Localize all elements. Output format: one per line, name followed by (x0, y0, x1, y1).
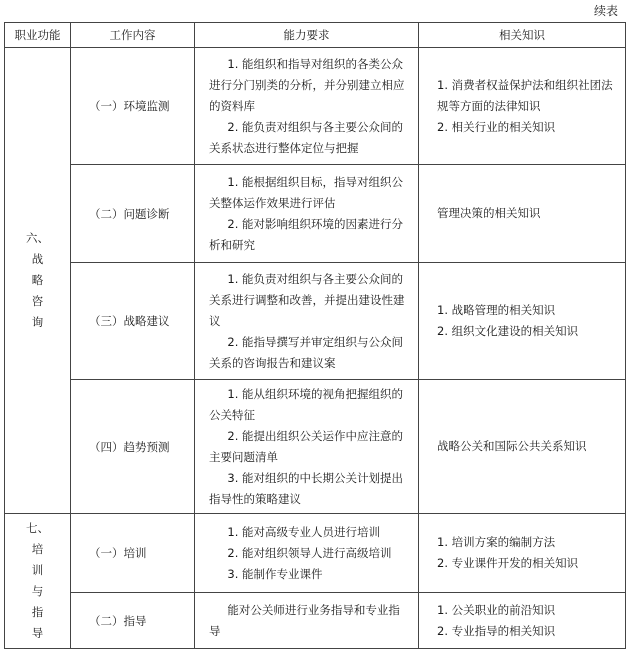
knowledge-cell (419, 263, 626, 380)
header-work: 工作内容 (71, 23, 195, 48)
knowledge-item: 战略公关和国际公共关系知识 (437, 439, 587, 453)
function-label: 训 (31, 563, 44, 577)
skills-table (4, 22, 626, 649)
table-row (5, 593, 626, 649)
ability-item: 1. 能从组织环境的视角把握组织的公关特征 (209, 386, 404, 422)
function-label: 指 (31, 605, 44, 619)
function-label: 略 (31, 273, 44, 287)
knowledge-item: 2. 专业课件开发的相关知识 (437, 556, 579, 570)
knowledge-item: 2. 专业指导的相关知识 (437, 623, 556, 638)
ability-item: 2. 能对影响组织环境的因素进行分析和研究 (209, 216, 404, 252)
table-row (5, 165, 626, 263)
ability-cell (195, 165, 419, 263)
ability-item: 3. 能对组织的中长期公关计划提出指导性的策略建议 (209, 470, 404, 506)
work-content-cell: （一）培训 (71, 514, 195, 593)
knowledge-cell (419, 48, 626, 165)
table-body (5, 48, 626, 649)
function-label: 培 (31, 542, 44, 556)
ability-item: 1. 能负责对组织与各主要公众间的关系进行调整和改善，并提出建设性建议 (209, 271, 405, 328)
table-row (5, 514, 626, 593)
knowledge-cell (419, 593, 626, 649)
work-content-cell: （二）指导 (71, 593, 195, 649)
header-ability: 能力要求 (195, 23, 419, 48)
work-content-cell: （四）趋势预测 (71, 380, 195, 514)
knowledge-item: 2. 组织文化建设的相关知识 (437, 324, 579, 338)
continued-label: 续表 (593, 4, 618, 18)
ability-item: 3. 能制作专业课件 (227, 566, 323, 581)
ability-cell (195, 48, 419, 165)
ability-item: 1. 能根据组织目标，指导对组织公关整体运作效果进行评估 (209, 174, 404, 210)
ability-item: 2. 能负责对组织与各主要公众间的关系状态进行整体定位与把握 (209, 119, 404, 155)
ability-cell (195, 263, 419, 380)
function-label: 六、 (26, 231, 49, 245)
table-row (5, 48, 626, 165)
knowledge-cell (419, 380, 626, 514)
work-content-cell: （三）战略建议 (71, 263, 195, 380)
ability-item: 2. 能对组织领导人进行高级培训 (227, 545, 392, 560)
ability-item: 1. 能对高级专业人员进行培训 (227, 524, 381, 539)
knowledge-item: 2. 相关行业的相关知识 (437, 119, 556, 134)
table-row (5, 380, 626, 514)
knowledge-item: 1. 培训方案的编制方法 (437, 535, 556, 549)
ability-cell (195, 380, 419, 514)
knowledge-cell (419, 514, 626, 593)
function-cell (5, 514, 71, 649)
function-label: 七、 (26, 521, 49, 535)
header-function: 职业功能 (5, 23, 71, 48)
ability-cell (195, 593, 419, 649)
knowledge-item: 1. 战略管理的相关知识 (437, 303, 556, 317)
function-label: 导 (31, 626, 44, 640)
header-knowledge: 相关知识 (419, 23, 626, 48)
header-row (5, 23, 626, 48)
function-label: 战 (31, 252, 44, 266)
ability-item: 能对公关师进行业务指导和专业指导 (209, 602, 400, 638)
ability-item: 2. 能指导撰写并审定组织与公众间关系的咨询报告和建议案 (209, 334, 404, 370)
work-content-cell: （二）问题诊断 (71, 165, 195, 263)
ability-item: 2. 能提出组织公关运作中应注意的主要问题清单 (209, 428, 404, 464)
function-label: 咨 (31, 294, 44, 308)
knowledge-cell (419, 165, 626, 263)
ability-cell (195, 514, 419, 593)
function-label: 询 (31, 315, 44, 329)
ability-item: 1. 能组织和指导对组织的各类公众进行分门别类的分析，并分别建立相应的资料库 (209, 56, 405, 113)
table-row (5, 263, 626, 380)
function-label: 与 (31, 584, 44, 598)
work-content-cell: （一）环境监测 (71, 48, 195, 165)
knowledge-item: 1. 公关职业的前沿知识 (437, 602, 556, 617)
function-cell (5, 48, 71, 514)
knowledge-item: 1. 消费者权益保护法和组织社团法规等方面的法律知识 (437, 77, 613, 113)
knowledge-item: 管理决策的相关知识 (437, 206, 541, 220)
